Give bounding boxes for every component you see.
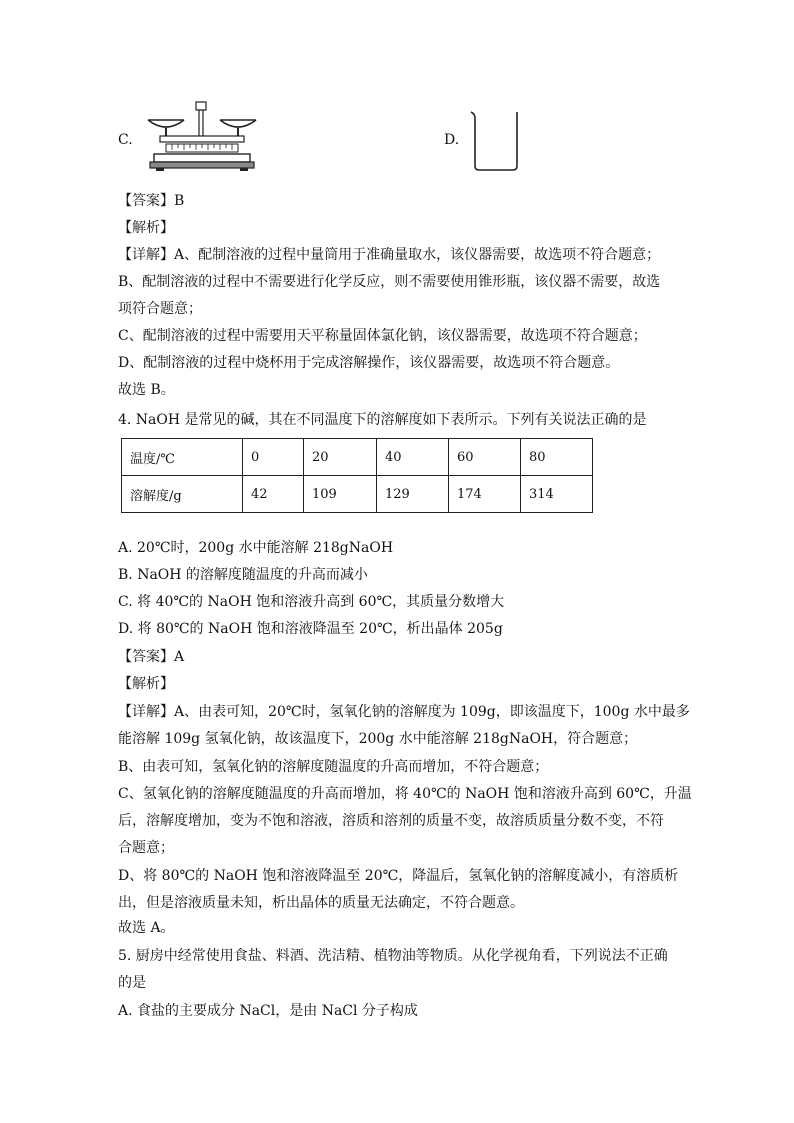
table-cell: 20	[304, 439, 377, 476]
q3-answer: 【答案】B	[118, 193, 185, 209]
table-row	[122, 439, 593, 476]
q4-detail-line: 后，溶解度增加，变为不饱和溶液，溶质和溶剂的质量不变，故溶质质量分数不变，不符	[118, 813, 664, 829]
q4-option-a: A. 20℃时，200g 水中能溶解 218gNaOH	[118, 540, 394, 556]
table-cell: 0	[243, 439, 304, 476]
solubility-table	[121, 438, 593, 513]
q3-detail-line: B、配制溶液的过程中不需要进行化学反应，则不需要使用锥形瓶，该仪器不需要，故选	[118, 274, 661, 290]
table-cell: 129	[377, 476, 449, 513]
option-c-label: C.	[118, 132, 133, 148]
table-cell: 60	[449, 439, 521, 476]
q4-option-b: B. NaOH 的溶解度随温度的升高而减小	[118, 567, 368, 583]
q4-detail-line: 能溶解 109g 氢氧化钠，故该温度下，200g 水中能溶解 218gNaOH，符合题意；	[118, 731, 638, 747]
q3-detail-line: 【详解】A、配制溶液的过程中量筒用于准确量取水，该仪器需要，故选项不符合题意；	[118, 247, 661, 263]
q5-option-a: A. 食盐的主要成分 NaCl，是由 NaCl 分子构成	[118, 1003, 418, 1019]
table-cell: 109	[304, 476, 377, 513]
q3-analysis-heading: 【解析】	[118, 220, 174, 236]
beaker-icon	[468, 108, 524, 174]
q4-conclusion: 故选 A。	[118, 920, 175, 936]
q4-analysis-heading: 【解析】	[118, 676, 174, 692]
q3-detail-line: C、配制溶液的过程中需要用天平称量固体氯化钠，该仪器需要，故选项不符合题意；	[118, 328, 647, 344]
table-cell: 温度/℃	[122, 439, 243, 476]
table-cell: 42	[243, 476, 304, 513]
q4-detail-line: B、由表可知，氢氧化钠的溶解度随温度的升高而增加，不符合题意；	[118, 759, 549, 775]
q5-stem: 5. 厨房中经常使用食盐、料酒、洗洁精、植物油等物质。从化学视角看，下列说法不正确	[118, 948, 668, 964]
table-cell: 80	[521, 439, 593, 476]
q4-option-d: D. 将 80℃的 NaOH 饱和溶液降温至 20℃，析出晶体 205g	[118, 621, 503, 637]
table-cell: 174	[449, 476, 521, 513]
q4-detail-line: 合题意；	[118, 840, 174, 856]
q4-detail-line: 出，但是溶液质量未知，析出晶体的质量无法确定，不符合题意。	[118, 895, 524, 911]
table-cell: 40	[377, 439, 449, 476]
option-d-label: D.	[444, 132, 460, 148]
q5-stem: 的是	[118, 975, 146, 991]
q4-detail-line: D、将 80℃的 NaOH 饱和溶液降温至 20℃，降温后，氢氧化钠的溶解度减小，有溶质析	[118, 868, 679, 884]
q4-option-c: C. 将 40℃的 NaOH 饱和溶液升高到 60℃，其质量分数增大	[118, 594, 505, 610]
q4-answer: 【答案】A	[118, 649, 185, 665]
table-cell: 314	[521, 476, 593, 513]
q4-detail-line: 【详解】A、由表可知，20℃时，氢氧化钠的溶解度为 109g，即该温度下，100g 水中最多	[118, 704, 690, 720]
q3-conclusion: 故选 B。	[118, 382, 175, 398]
q4-stem: 4. NaOH 是常见的碱，其在不同温度下的溶解度如下表所示。下列有关说法正确的是	[118, 412, 647, 428]
table-row	[122, 476, 593, 513]
table-cell: 溶解度/g	[122, 476, 243, 513]
balance-scale-icon	[144, 100, 260, 172]
q4-detail-line: C、氢氧化钠的溶解度随温度的升高而增加，将 40℃的 NaOH 饱和溶液升高到 60℃，升温	[118, 786, 692, 802]
q3-detail-line: D、配制溶液的过程中烧杯用于完成溶解操作，该仪器需要，故选项不符合题意。	[118, 355, 620, 371]
q3-detail-line: 项符合题意；	[118, 301, 202, 317]
